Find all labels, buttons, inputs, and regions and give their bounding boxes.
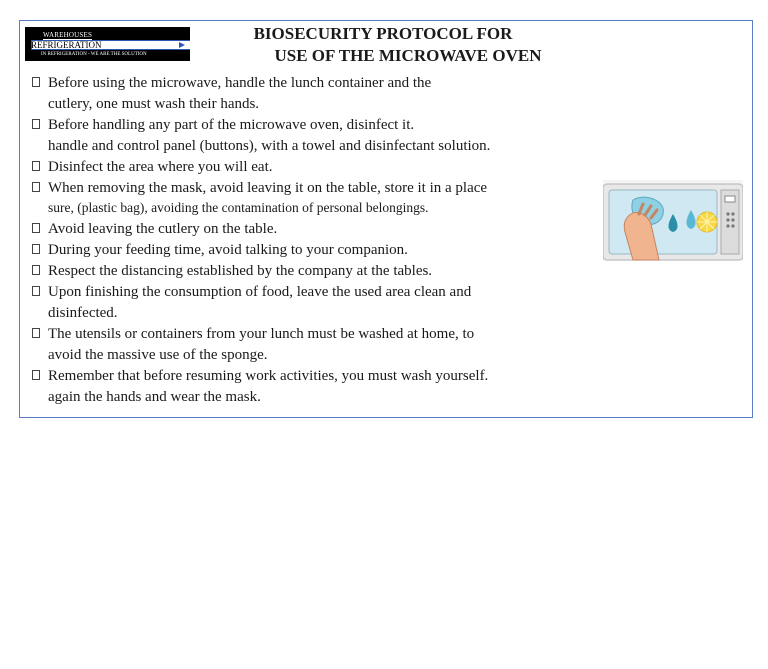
list-item: Respect the distancing established by the company at the tables. <box>30 261 630 282</box>
list-item: During your feeding time, avoid talking to your companion. <box>30 240 630 261</box>
list-item: When removing the mask, avoid leaving it on the table, store it in a place sure, (plastic bag), avoiding the contamination of personal belongings. <box>30 178 630 220</box>
checkbox-icon <box>32 77 40 87</box>
protocol-list <box>30 73 630 408</box>
checkbox-icon <box>32 244 40 254</box>
checkbox-icon <box>32 223 40 233</box>
list-item: Before using the microwave, handle the lunch container and the cutlery, one must wash their hands. <box>30 73 630 115</box>
checkbox-icon <box>32 286 40 296</box>
checkbox-icon <box>32 119 40 129</box>
checkbox-icon <box>32 370 40 380</box>
list-item: The utensils or containers from your lunch must be washed at home, to avoid the massive use of the sponge. <box>30 324 630 366</box>
title-line-2: USE OF THE MICROWAVE OVEN <box>274 46 542 65</box>
microwave-cleaning-illustration <box>603 180 743 261</box>
company-logo <box>25 27 190 61</box>
checkbox-icon <box>32 182 40 192</box>
checkbox-icon <box>32 328 40 338</box>
checkbox-icon <box>32 161 40 171</box>
list-item: Disinfect the area where you will eat. <box>30 157 630 178</box>
checkbox-icon <box>32 265 40 275</box>
logo-line-1: WAREHOUSES <box>43 31 93 39</box>
list-item: Before handling any part of the microwave oven, disinfect it. handle and control panel (buttons), with a towel and disinfectant solution. <box>30 115 630 157</box>
logo-arrow-icon <box>179 42 185 48</box>
page-title <box>205 23 575 67</box>
logo-tagline: IN REFRIGERATION - WE ARE THE SOLUTION <box>41 52 147 57</box>
list-item: Upon finishing the consumption of food, leave the used area clean and disinfected. <box>30 282 630 324</box>
logo-line-2: REFRIGERATION <box>31 40 102 50</box>
title-line-1: BIOSECURITY PROTOCOL FOR <box>253 24 513 43</box>
list-item: Remember that before resuming work activities, you must wash yourself. again the hands and wear the mask. <box>30 366 630 408</box>
list-item: Avoid leaving the cutlery on the table. <box>30 219 630 240</box>
